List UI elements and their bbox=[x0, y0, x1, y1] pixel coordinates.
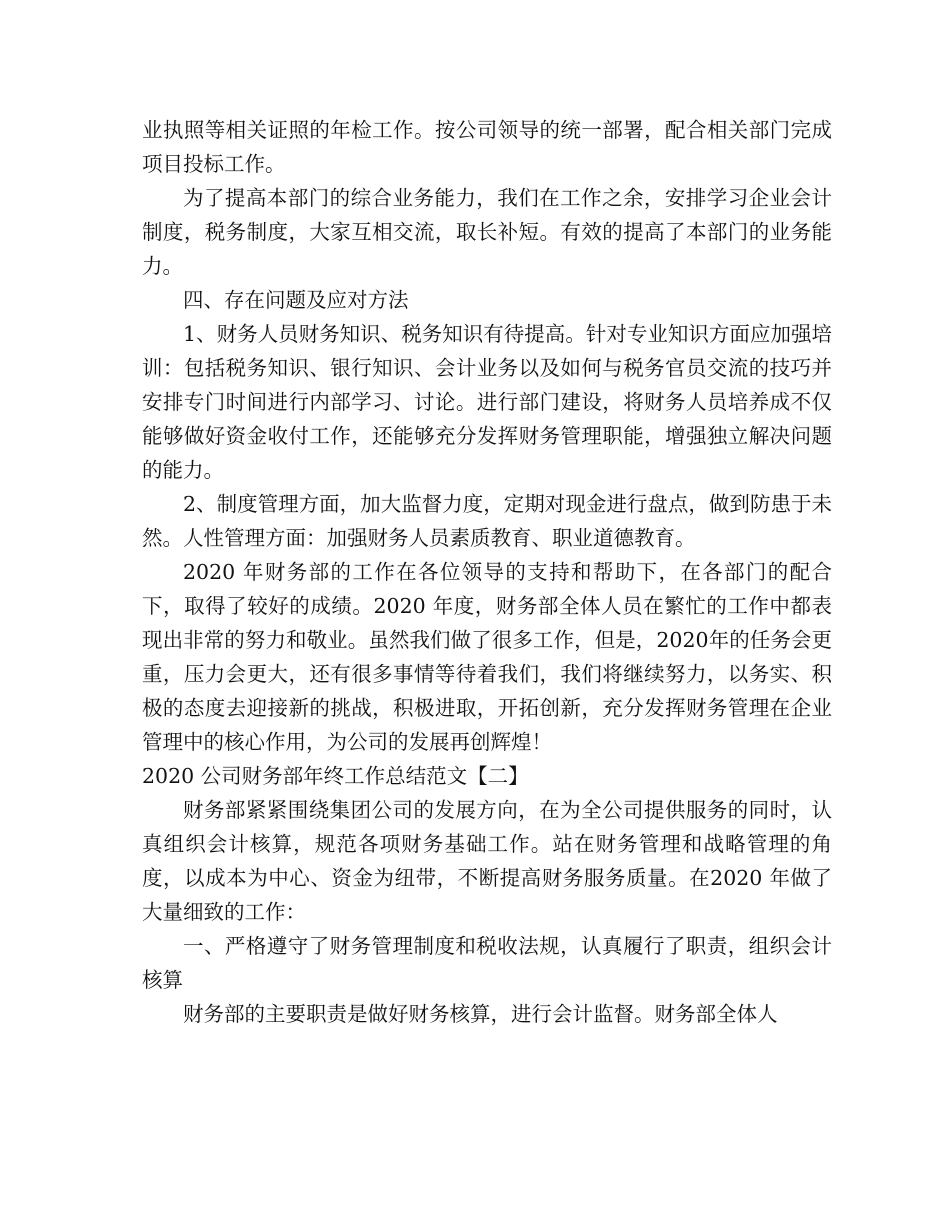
section-heading-one: 一、严格遵守了财务管理制度和税收法规，认真履行了职责，组织会计核算 bbox=[142, 934, 832, 992]
article-title-two: 2020 公司财务部年终工作总结范文【二】 bbox=[142, 764, 529, 788]
paragraph-training: 为了提高本部门的综合业务能力，我们在工作之余，安排学习企业会计制度，税务制度，大家互相交流，取长补短。有效的提高了本部门的业务能力。 bbox=[142, 186, 832, 278]
document-body bbox=[142, 113, 832, 1031]
paragraph-intro-two: 财务部紧紧围绕集团公司的发展方向，在为全公司提供服务的同时，认真组织会计核算，规范各项财务基础工作。站在财务管理和战略管理的角度，以成本为中心、资金为纽带，不断提高财务服务质量。在2020 年做了大量细致的工作： bbox=[142, 798, 832, 924]
paragraph-problem-1: 1、财务人员财务知识、税务知识有待提高。针对专业知识方面应加强培训：包括税务知识、银行知识、会计业务以及如何与税务官员交流的技巧并安排专门时间进行内部学习、讨论。进行部门建设，将财务人员培养成不仅能够做好资金收付工作，还能够充分发挥财务管理职能，增强独立解决问题的能力。 bbox=[142, 322, 832, 482]
paragraph-continuation: 业执照等相关证照的年检工作。按公司领导的统一部署，配合相关部门完成项目投标工作。 bbox=[142, 118, 832, 176]
section-heading-problems: 四、存在问题及应对方法 bbox=[183, 288, 409, 312]
paragraph-summary: 2020 年财务部的工作在各位领导的支持和帮助下，在各部门的配合下，取得了较好的成绩。2020 年度，财务部全体人员在繁忙的工作中都表现出非常的努力和敬业。虽然我们做了很多工作，但是，2020年的任务会更重，压力会更大，还有很多事情等待着我们，我们将继续努力，以务实、积极的态度去迎接新的挑战，积极进取，开拓创新，充分发挥财务管理在企业管理中的核心作用，为公司的发展再创辉煌！ bbox=[142, 560, 832, 754]
paragraph-problem-2: 2、制度管理方面，加大监督力度，定期对现金进行盘点，做到防患于未然。人性管理方面：加强财务人员素质教育、职业道德教育。 bbox=[142, 492, 832, 550]
paragraph-duties: 财务部的主要职责是做好财务核算，进行会计监督。财务部全体人 bbox=[183, 1002, 778, 1026]
